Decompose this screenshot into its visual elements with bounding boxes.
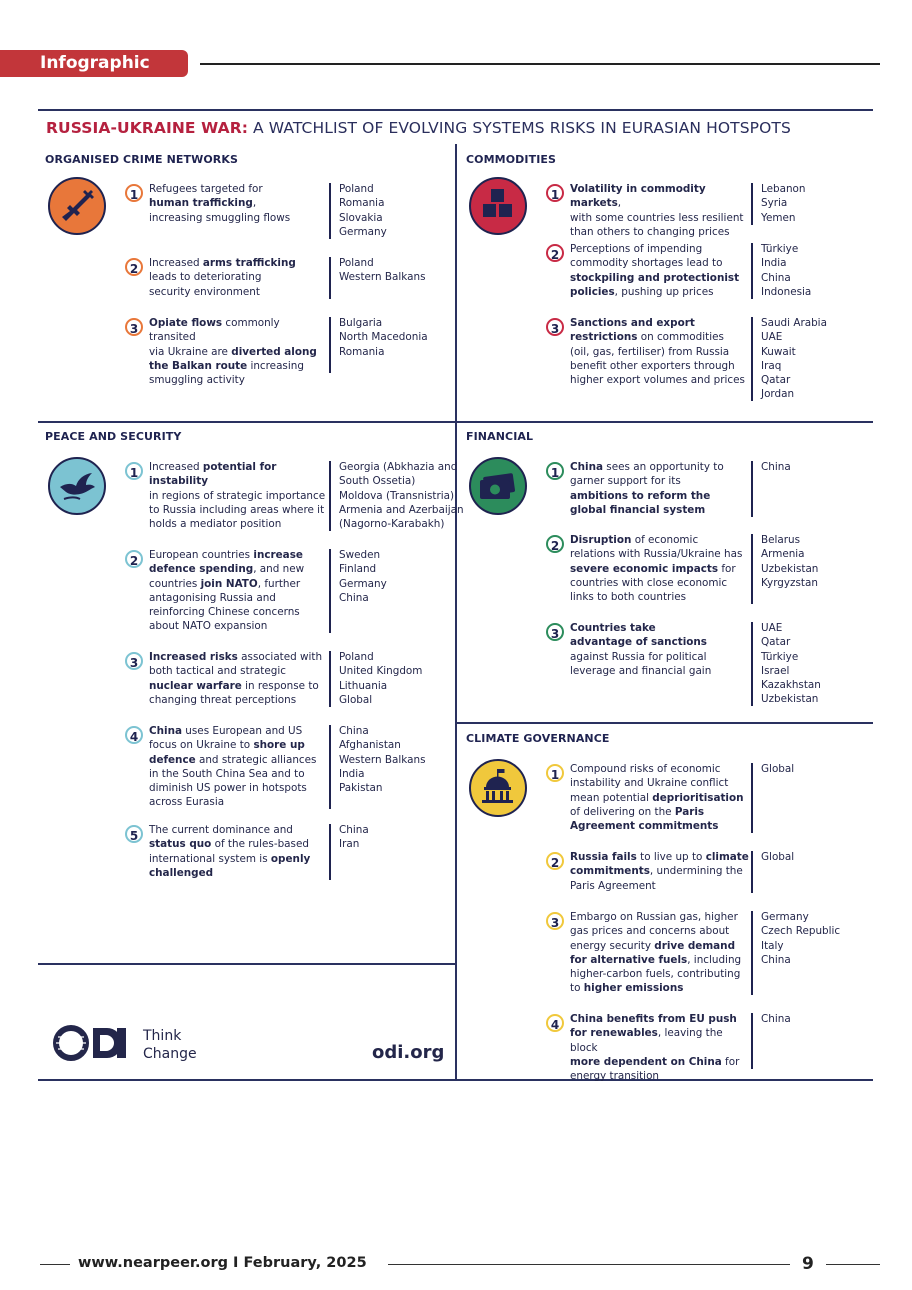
item-number: 2 xyxy=(546,535,564,553)
financial-item-2-countries: Belarus Armenia Uzbekistan Kyrgyzstan xyxy=(761,534,819,589)
country-bar xyxy=(751,461,753,517)
header-rule xyxy=(200,63,880,65)
crime-item-1-countries: Poland Romania Slovakia Germany xyxy=(339,183,387,238)
item-number: 1 xyxy=(546,462,564,480)
climate-item-2-text: Russia fails to live up to climate commitments, undermining the Paris Agreement xyxy=(570,851,749,892)
climate-item-2-countries: Global xyxy=(761,851,795,863)
logo-tagline: Think Change xyxy=(143,1028,197,1062)
item-number: 2 xyxy=(546,244,564,262)
item-number: 1 xyxy=(546,184,564,202)
commodities-item-2-countries: Türkiye India China Indonesia xyxy=(761,243,812,298)
frame-left-divider-1 xyxy=(38,421,455,423)
climate-item-4-text: China benefits from EU push for renewables, leaving the block more dependent on China for energy transition xyxy=(570,1013,740,1083)
cubes-icon xyxy=(469,177,527,235)
country-bar xyxy=(751,1013,753,1069)
country-bar xyxy=(751,851,753,893)
peace-item-4-text: China uses European and US focus on Ukraine to shore up defence and strategic alliances in the South China Sea and to diminish US power in hotspots across Eurasia xyxy=(149,725,317,809)
climate-item-3-text: Embargo on Russian gas, higher gas prices and concerns about energy security drive demand for alternative fuels, including higher-carbon fuels, contributing to higher emissions xyxy=(570,911,742,995)
crime-item-3-text: Opiate flows commonly transited via Ukraine are diverted along the Balkan route increasing smuggling activity xyxy=(149,317,317,387)
item-number: 3 xyxy=(546,912,564,930)
item-number: 1 xyxy=(125,462,143,480)
frame-center-divider xyxy=(455,144,457,1080)
country-bar xyxy=(329,461,331,531)
country-bar xyxy=(751,534,753,604)
country-bar xyxy=(751,243,753,299)
rifle-icon xyxy=(48,177,106,235)
item-number: 4 xyxy=(546,1014,564,1032)
frame-top-rule xyxy=(38,109,873,111)
footer-rule-middle xyxy=(388,1264,790,1265)
country-bar xyxy=(329,824,331,880)
frame-left-divider-2 xyxy=(38,963,455,965)
country-bar xyxy=(751,622,753,706)
item-number: 3 xyxy=(125,652,143,670)
crime-item-2-countries: Poland Western Balkans xyxy=(339,257,426,284)
section-title-climate: CLIMATE GOVERNANCE xyxy=(466,732,610,745)
item-number: 3 xyxy=(546,623,564,641)
odi-url[interactable]: odi.org xyxy=(372,1042,445,1063)
infographic-tag: Infographic xyxy=(0,50,188,77)
footer-rule-left xyxy=(40,1264,70,1265)
peace-item-3-text: Increased risks associated with both tactical and strategic nuclear warfare in response to changing threat perceptions xyxy=(149,651,323,706)
government-building-icon xyxy=(469,759,527,817)
item-number: 5 xyxy=(125,825,143,843)
peace-item-2-text: European countries increase defence spending, and new countries join NATO, further antagonising Russia and reinforcing Chinese concerns about NATO expansion xyxy=(149,549,305,633)
section-title-financial: FINANCIAL xyxy=(466,430,534,443)
financial-item-1-countries: China xyxy=(761,461,791,473)
item-number: 2 xyxy=(125,550,143,568)
peace-item-2-countries: Sweden Finland Germany China xyxy=(339,549,387,604)
odi-logo xyxy=(53,1025,137,1069)
country-bar xyxy=(329,725,331,809)
commodities-item-2-text: Perceptions of impending commodity shortages lead to stockpiling and protectionist policies, pushing up prices xyxy=(570,243,740,298)
commodities-item-3-countries: Saudi Arabia UAE Kuwait Iraq Qatar Jordan xyxy=(761,317,827,401)
country-bar xyxy=(751,317,753,401)
frame-right-divider-1 xyxy=(456,421,873,423)
peace-item-5-text: The current dominance and status quo of the rules-based international system is openly challenged xyxy=(149,824,311,879)
page-title: RUSSIA-UKRAINE WAR: A WATCHLIST OF EVOLVING SYSTEMS RISKS IN EURASIAN HOTSPOTS xyxy=(46,119,791,137)
item-number: 3 xyxy=(125,318,143,336)
crime-item-3-countries: Bulgaria North Macedonia Romania xyxy=(339,317,428,358)
footer-site[interactable]: www.nearpeer.org I February, 2025 xyxy=(78,1255,367,1271)
item-number: 2 xyxy=(546,852,564,870)
item-number: 2 xyxy=(125,258,143,276)
crime-item-1-text: Refugees targeted for human trafficking, increasing smuggling flows xyxy=(149,183,291,224)
item-number: 3 xyxy=(546,318,564,336)
footer-rule-right xyxy=(826,1264,880,1265)
crime-item-2-text: Increased arms trafficking leads to deteriorating security environment xyxy=(149,257,296,298)
financial-item-1-text: China sees an opportunity to garner support for its ambitions to reform the global financial system xyxy=(570,461,724,516)
banknote-icon xyxy=(469,457,527,515)
section-title-crime: ORGANISED CRIME NETWORKS xyxy=(45,153,239,166)
financial-item-3-countries: UAE Qatar Türkiye Israel Kazakhstan Uzbekistan xyxy=(761,622,821,706)
climate-item-1-countries: Global xyxy=(761,763,795,775)
item-number: 1 xyxy=(125,184,143,202)
financial-item-2-text: Disruption of economic relations with Russia/Ukraine has severe economic impacts for countries with close economic links to both countries xyxy=(570,534,743,604)
commodities-item-1-text: Volatility in commodity markets, with some countries less resilient than others to changing prices xyxy=(570,183,744,238)
country-bar xyxy=(329,651,331,707)
peace-item-1-countries: Georgia (Abkhazia and South Ossetia) Moldova (Transnistria) Armenia and Azerbaijan (Nagorno-Karabakh) xyxy=(339,461,464,531)
item-number: 4 xyxy=(125,726,143,744)
peace-item-3-countries: Poland United Kingdom Lithuania Global xyxy=(339,651,423,706)
country-bar xyxy=(751,183,753,225)
dove-icon xyxy=(48,457,106,515)
country-bar xyxy=(751,763,753,833)
peace-item-4-countries: China Afghanistan Western Balkans India Pakistan xyxy=(339,725,426,795)
section-title-commodities: COMMODITIES xyxy=(466,153,557,166)
peace-item-5-countries: China Iran xyxy=(339,824,369,851)
country-bar xyxy=(329,257,331,299)
country-bar xyxy=(329,317,331,373)
climate-item-3-countries: Germany Czech Republic Italy China xyxy=(761,911,841,966)
item-number: 1 xyxy=(546,764,564,782)
climate-item-4-countries: China xyxy=(761,1013,791,1025)
country-bar xyxy=(329,183,331,239)
financial-item-3-text: Countries take advantage of sanctions against Russia for political leverage and financial gain xyxy=(570,622,712,677)
commodities-item-1-countries: Lebanon Syria Yemen xyxy=(761,183,806,224)
country-bar xyxy=(329,549,331,633)
peace-item-1-text: Increased potential for instability in regions of strategic importance to Russia including areas where it holds a mediator position xyxy=(149,461,326,531)
climate-item-1-text: Compound risks of economic instability and Ukraine conflict mean potential deprioritisation of delivering on the Paris Agreement commitments xyxy=(570,763,744,833)
frame-right-divider-2 xyxy=(456,722,873,724)
commodities-item-3-text: Sanctions and export restrictions on commodities (oil, gas, fertiliser) from Russia benefit other exporters through higher export volumes and prices xyxy=(570,317,745,387)
country-bar xyxy=(751,911,753,995)
page-number: 9 xyxy=(802,1254,814,1274)
section-title-peace: PEACE AND SECURITY xyxy=(45,430,182,443)
